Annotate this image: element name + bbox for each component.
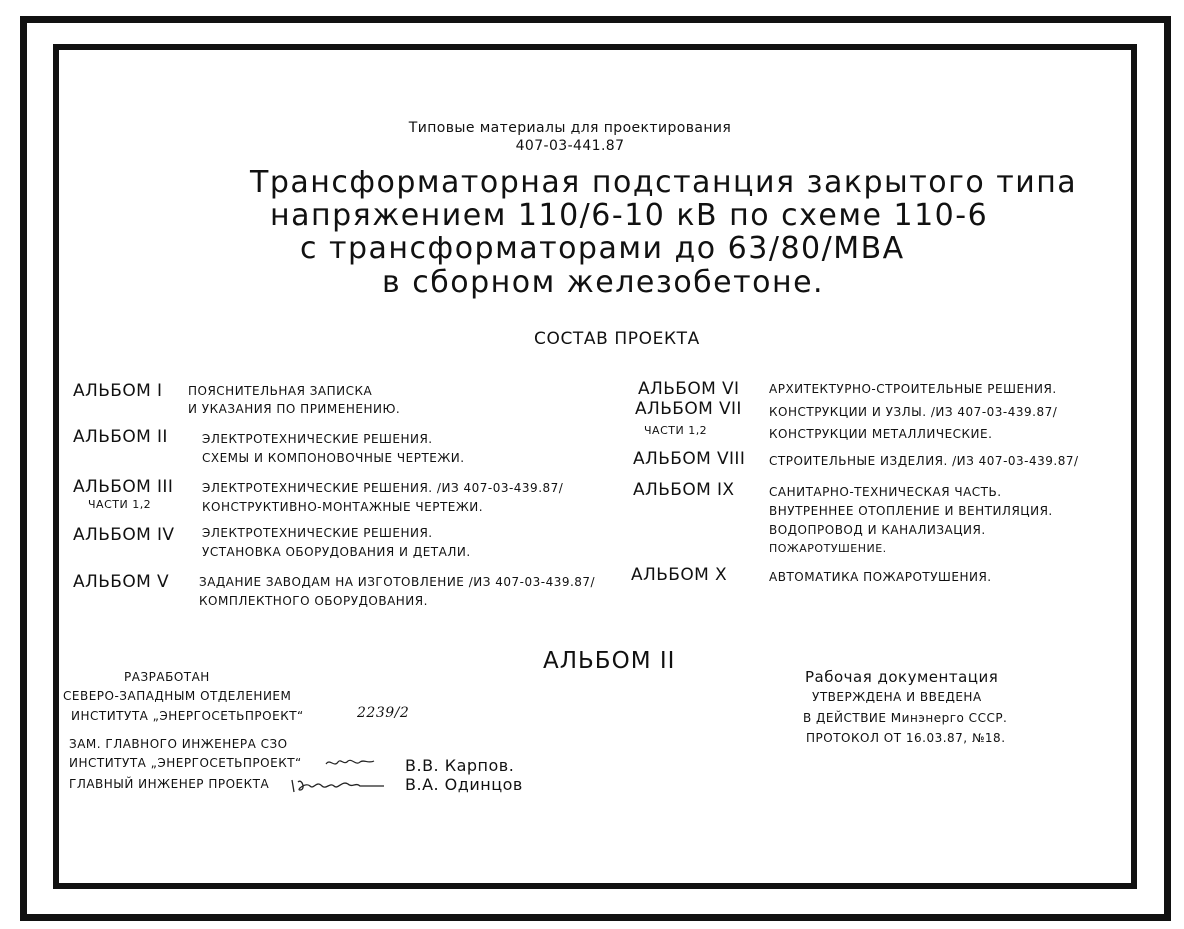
album-label: АЛЬБОМ IV xyxy=(73,525,175,545)
album-desc-line: ЭЛЕКТРОТЕХНИЧЕСКИЕ РЕШЕНИЯ. xyxy=(202,432,433,446)
album-label: АЛЬБОМ III xyxy=(73,477,174,497)
signature-role: ИНСТИТУТА „ЭНЕРГОСЕТЬПРОЕКТ“ xyxy=(69,756,302,770)
album-desc-line: ЭЛЕКТРОТЕХНИЧЕСКИЕ РЕШЕНИЯ. xyxy=(202,526,433,540)
title-line-2: напряжением 110/6-10 кВ по схеме 110-6 xyxy=(270,198,989,233)
album-label: АЛЬБОМ VII xyxy=(635,399,742,419)
album-label: АЛЬБОМ I xyxy=(73,381,163,401)
title-line-4: в сборном железобетоне. xyxy=(382,265,825,300)
developer-line: ИНСТИТУТА „ЭНЕРГОСЕТЬПРОЕКТ“ xyxy=(71,709,304,723)
approval-line: Рабочая документация xyxy=(805,668,999,686)
developer-line: СЕВЕРО-ЗАПАДНЫМ ОТДЕЛЕНИЕМ xyxy=(63,689,292,703)
album-label: АЛЬБОМ VI xyxy=(638,379,740,399)
album-desc-line: АВТОМАТИКА ПОЖАРОТУШЕНИЯ. xyxy=(769,570,992,584)
title-line-1: Трансформаторная подстанция закрытого типа xyxy=(250,165,1078,200)
signature-role: ЗАМ. ГЛАВНОГО ИНЖЕНЕРА СЗО xyxy=(69,737,288,751)
project-code: 407-03-441.87 xyxy=(515,138,625,154)
album-desc-line: АРХИТЕКТУРНО-СТРОИТЕЛЬНЫЕ РЕШЕНИЯ. xyxy=(769,382,1057,396)
album-sub: ЧАСТИ 1,2 xyxy=(644,424,708,437)
approval-line: ПРОТОКОЛ ОТ 16.03.87, №18. xyxy=(806,731,1006,745)
album-desc-line: КОНСТРУКЦИИ МЕТАЛЛИЧЕСКИЕ. xyxy=(769,427,993,441)
album-label: АЛЬБОМ VIII xyxy=(633,449,746,469)
album-label: АЛЬБОМ IX xyxy=(633,480,735,500)
album-desc-line: КОНСТРУКТИВНО-МОНТАЖНЫЕ ЧЕРТЕЖИ. xyxy=(202,500,484,514)
current-album: АЛЬБОМ II xyxy=(543,648,676,674)
composition-heading: СОСТАВ ПРОЕКТА xyxy=(534,329,700,349)
album-desc-line: УСТАНОВКА ОБОРУДОВАНИЯ И ДЕТАЛИ. xyxy=(202,545,471,559)
signature-role: ГЛАВНЫЙ ИНЖЕНЕР ПРОЕКТА xyxy=(69,777,270,791)
album-desc-line: КОМПЛЕКТНОГО ОБОРУДОВАНИЯ. xyxy=(199,594,428,608)
doc-number: 2239/2 xyxy=(357,705,410,721)
signature-name: В.А. Одинцов xyxy=(405,775,523,794)
album-desc-line: ПОЯСНИТЕЛЬНАЯ ЗАПИСКА xyxy=(188,384,373,398)
developer-line: РАЗРАБОТАН xyxy=(124,670,210,684)
header-line: Типовые материалы для проектирования xyxy=(408,120,732,136)
signature-scribbles xyxy=(286,752,388,800)
album-desc-line: СТРОИТЕЛЬНЫЕ ИЗДЕЛИЯ. /ИЗ 407-03-439.87/ xyxy=(769,454,1079,468)
album-desc-line: ВНУТРЕННЕЕ ОТОПЛЕНИЕ И ВЕНТИЛЯЦИЯ. xyxy=(769,504,1053,518)
album-desc-line: И УКАЗАНИЯ ПО ПРИМЕНЕНИЮ. xyxy=(188,402,401,416)
album-desc-line: КОНСТРУКЦИИ И УЗЛЫ. /ИЗ 407-03-439.87/ xyxy=(769,405,1058,419)
album-desc-line: ЗАДАНИЕ ЗАВОДАМ НА ИЗГОТОВЛЕНИЕ /ИЗ 407-03-439.87/ xyxy=(199,575,596,589)
title-line-3: с трансформаторами до 63/80/МВА xyxy=(300,231,905,266)
album-label: АЛЬБОМ X xyxy=(631,565,728,585)
album-desc-line: ЭЛЕКТРОТЕХНИЧЕСКИЕ РЕШЕНИЯ. /ИЗ 407-03-439.87/ xyxy=(202,481,564,495)
approval-line: В ДЕЙСТВИЕ Минэнерго СССР. xyxy=(803,711,1008,725)
album-label: АЛЬБОМ II xyxy=(73,427,168,447)
approval-line: УТВЕРЖДЕНА И ВВЕДЕНА xyxy=(812,690,982,704)
album-label: АЛЬБОМ V xyxy=(73,572,170,592)
album-desc-line: САНИТАРНО-ТЕХНИЧЕСКАЯ ЧАСТЬ. xyxy=(769,485,1002,499)
album-sub: ЧАСТИ 1,2 xyxy=(88,498,152,511)
album-desc-line: ПОЖАРОТУШЕНИЕ. xyxy=(769,542,887,555)
signature-name: В.В. Карпов. xyxy=(405,756,515,775)
album-desc-line: ВОДОПРОВОД И КАНАЛИЗАЦИЯ. xyxy=(769,523,986,537)
album-desc-line: СХЕМЫ И КОМПОНОВОЧНЫЕ ЧЕРТЕЖИ. xyxy=(202,451,465,465)
